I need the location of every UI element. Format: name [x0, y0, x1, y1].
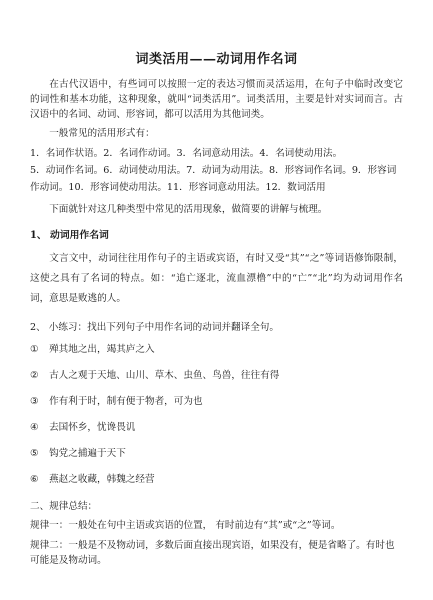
item-number: ④	[30, 422, 39, 433]
item-number: ①	[30, 344, 39, 355]
forms-list	[30, 145, 403, 196]
next-paragraph: 下面就针对这几种类型中常见的活用现象，做简要的讲解与梳理。	[49, 204, 328, 215]
item-text: 作有利于时，制有便于物者，可为也	[49, 396, 203, 407]
rule-text: 规律一：一般处在句中主语或宾语的位置， 有时前边有“其”或“之”等词。	[30, 520, 341, 531]
rule-text: 规律二：一般是不及物动词，多数后面直接出现宾语，如果没有，便是省略了。有时也可能是及物动词。	[30, 540, 395, 566]
forms-line: 5．动词作名词。6．动词使动用法。7．动词为动用法。8．形容词作名词。9．形容词作动词。10．形容词使动用法。11．形容词意动用法。12．数词活用	[30, 165, 397, 193]
common-forms-label: 一般常见的活用形式有：	[49, 128, 155, 139]
item-text: 去国怀乡，忧谗畏讥	[49, 422, 136, 433]
list-item	[30, 369, 403, 383]
item-text: 殚其地之出，竭其庐之入	[49, 344, 155, 355]
item-text: 古人之观于天地、山川、草木、虫鱼、鸟兽，往往有得	[49, 370, 280, 381]
page-title: 词类活用——动词用作名词	[135, 52, 298, 67]
exercise-heading: 2、 小练习：找出下列句子中用作名词的动词并翻译全句。	[30, 322, 279, 333]
item-number: ⑤	[30, 448, 39, 459]
section-paragraph: 文言文中，动词往往用作句子的主语或宾语，有时又受“其”“之”等词语修饰限制，这使之具有了名词的特点。如：“追亡逐北，流血漂橹”中的“亡”“北”均为动词用作名词，意思是败逃的人。	[30, 253, 403, 304]
intro-paragraph: 在古代汉语中，有些词可以按照一定的表达习惯而灵活运用，在句子中临时改变它的词性和基本功能，这种现象，就叫“词类活用”。词类活用，主要是针对实词而言。古汉语中的名词、动词、形容词，都可以活用为其他词类。	[30, 79, 403, 120]
item-text: 钩党之捕遍于天下	[49, 448, 126, 459]
list-item	[30, 447, 403, 461]
list-item	[30, 343, 403, 357]
item-number: ⑥	[30, 474, 39, 485]
section-heading: 1、 动词用作名词	[30, 230, 109, 241]
rules-heading: 二、规律总结：	[30, 501, 98, 512]
list-item	[30, 473, 403, 487]
item-number: ③	[30, 396, 39, 407]
item-number: ②	[30, 370, 39, 381]
forms-line: 1．名词作状语。2．名词作动词。3．名词意动用法。4．名词使动用法。	[30, 148, 343, 159]
item-text: 燕赵之收藏，韩魏之经营	[49, 474, 155, 485]
list-item	[30, 421, 403, 435]
list-item	[30, 395, 403, 409]
exercise-list	[30, 343, 403, 487]
